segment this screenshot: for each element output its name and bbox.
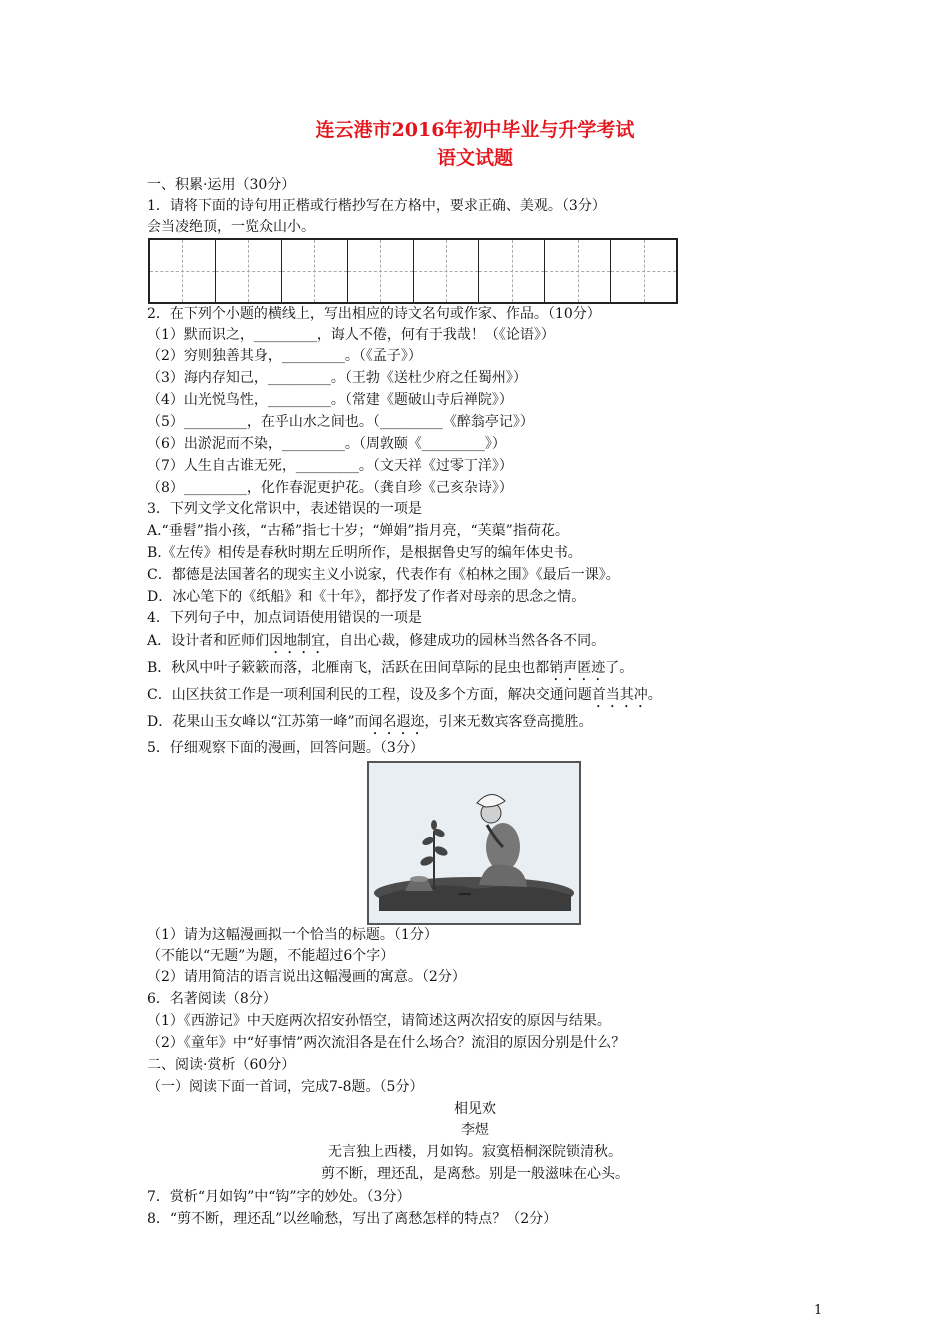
poem-title: 相见欢: [454, 1101, 496, 1117]
grid-cell[interactable]: [414, 240, 480, 302]
q4-c-pre: C．山区扶贫工作是一项利国利民的工程，设及多个方面，解决交通问题: [147, 687, 592, 703]
q4-a-dotted-word: 因地制宜: [269, 633, 326, 649]
q2-item: （2）穷则独善其身，_________。（《孟子》）: [147, 348, 422, 364]
q5-sub2: （2）请用简洁的语言说出这幅漫画的寓意。（2分）: [147, 969, 466, 985]
q5-text: 5．仔细观察下面的漫画，回答问题。（3分）: [147, 740, 424, 756]
grid-cell[interactable]: [348, 240, 414, 302]
q4-option-b: [147, 658, 633, 684]
q3-option-b: B.《左传》相传是春秋时期左丘明所作，是根据鲁史写的编年体史书。: [147, 545, 582, 561]
q4-option-d: [147, 712, 593, 738]
part1-heading: （一）阅读下面一首词，完成7-8题。（5分）: [147, 1079, 424, 1095]
q1-poem: 会当凌绝顶，一览众山小。: [147, 219, 315, 235]
q3-option-c: C．都德是法国著名的现实主义小说家，代表作有《柏林之围》《最后一课》。: [147, 567, 620, 583]
q4-option-c: [147, 685, 662, 711]
q2-item: （3）海内存知己，_________。（王勃《送杜少府之任蜀州》）: [147, 370, 527, 386]
q4-b-post: 了。: [605, 660, 634, 676]
q6-text: 6．名著阅读（8分）: [147, 991, 277, 1007]
page-number: 1: [814, 1303, 823, 1318]
exam-subtitle: 语文试题: [436, 147, 513, 169]
q4-d-dotted-word: 闻名遐迩: [368, 714, 425, 730]
q2-item: （8）_________，化作春泥更护花。（龚自珍《己亥杂诗》）: [147, 480, 513, 496]
poem-line: 无言独上西楼，月如钩。寂寞梧桐深院锁清秋。: [328, 1144, 622, 1160]
q4-option-a: [147, 631, 605, 657]
q6-sub1: （1）《西游记》中天庭两次招安孙悟空，请简述这两次招安的原因与结果。: [147, 1013, 611, 1029]
q8-text: 8．“剪不断，理还乱”以丝喻愁，写出了离愁怎样的特点？（2分）: [147, 1211, 558, 1227]
grid-cell[interactable]: [282, 240, 348, 302]
grid-cell[interactable]: [479, 240, 545, 302]
exam-title: 连云港市2016年初中毕业与升学考试: [315, 119, 635, 141]
writing-grid[interactable]: [148, 238, 678, 304]
q2-item: （4）山光悦鸟性，_________。（常建《题破山寺后禅院》）: [147, 392, 513, 408]
q5-sub1: （1）请为这幅漫画拟一个恰当的标题。（1分）: [147, 927, 438, 943]
grid-cell[interactable]: [611, 240, 676, 302]
q3-option-d: D．冰心笔下的《纸船》和《十年》，都抒发了作者对母亲的思念之情。: [147, 589, 586, 605]
q3-text: 3．下列文学文化常识中，表述错误的一项是: [147, 501, 422, 517]
q5-note: （不能以“无题”为题，不能超过6个字）: [147, 948, 395, 964]
grid-cell[interactable]: [545, 240, 611, 302]
q4-d-post: ，引来无数宾客登高揽胜。: [424, 714, 593, 730]
q4-b-pre: B．秋风中叶子簌簌而落，北雁南飞，活跃在田间草际的昆虫也都: [147, 660, 550, 676]
q4-c-dotted-word: 首当其冲: [591, 687, 648, 703]
q4-d-pre: D．花果山玉女峰以“江苏第一峰”而: [147, 714, 369, 730]
q3-option-a: A.“垂髫”指小孩，“古稀”指七十岁；“婵娟”指月亮，“芙蕖”指荷花。: [147, 523, 569, 539]
section2-heading: 二、阅读·赏析（60分）: [147, 1057, 296, 1073]
q2-item: （7）人生自古谁无死，_________。（文天祥《过零丁洋》）: [147, 458, 513, 474]
q6-sub2: （2）《童年》中“好事情”两次流泪各是在什么场合？流泪的原因分别是什么？: [147, 1035, 626, 1051]
q2-item: （5）_________，在乎山水之间也。（_________《醉翁亭记》）: [147, 414, 534, 430]
q2-item: （1）默而识之，_________，诲人不倦，何有于我哉！（《论语》）: [147, 327, 555, 343]
q4-a-pre: A．设计者和匠师们: [147, 633, 270, 649]
q2-item: （6）出淤泥而不染，_________。（周敦颐《_________》）: [147, 436, 506, 452]
grid-cell[interactable]: [216, 240, 282, 302]
section1-heading: 一、积累·运用（30分）: [147, 177, 296, 193]
q4-text: 4．下列句子中，加点词语使用错误的一项是: [147, 610, 422, 626]
q2-text: 2．在下列个小题的横线上，写出相应的诗文名句或作家、作品。（10分）: [147, 306, 601, 322]
poem-author: 李煜: [461, 1122, 489, 1138]
q7-text: 7．赏析“月如钩”中“钩”字的妙处。（3分）: [147, 1189, 411, 1205]
poem-line: 剪不断，理还乱，是离愁。别是一般滋味在心头。: [321, 1166, 629, 1182]
cartoon-image: [367, 761, 581, 925]
q4-c-post: 。: [647, 687, 662, 703]
grid-cell[interactable]: [150, 240, 216, 302]
q1-text: 1．请将下面的诗句用正楷或行楷抄写在方格中，要求正确、美观。（3分）: [147, 198, 606, 214]
q4-b-dotted-word: 销声匿迹: [549, 660, 606, 676]
q4-a-post: ，自出心裁，修建成功的园林当然各各不同。: [325, 633, 606, 649]
